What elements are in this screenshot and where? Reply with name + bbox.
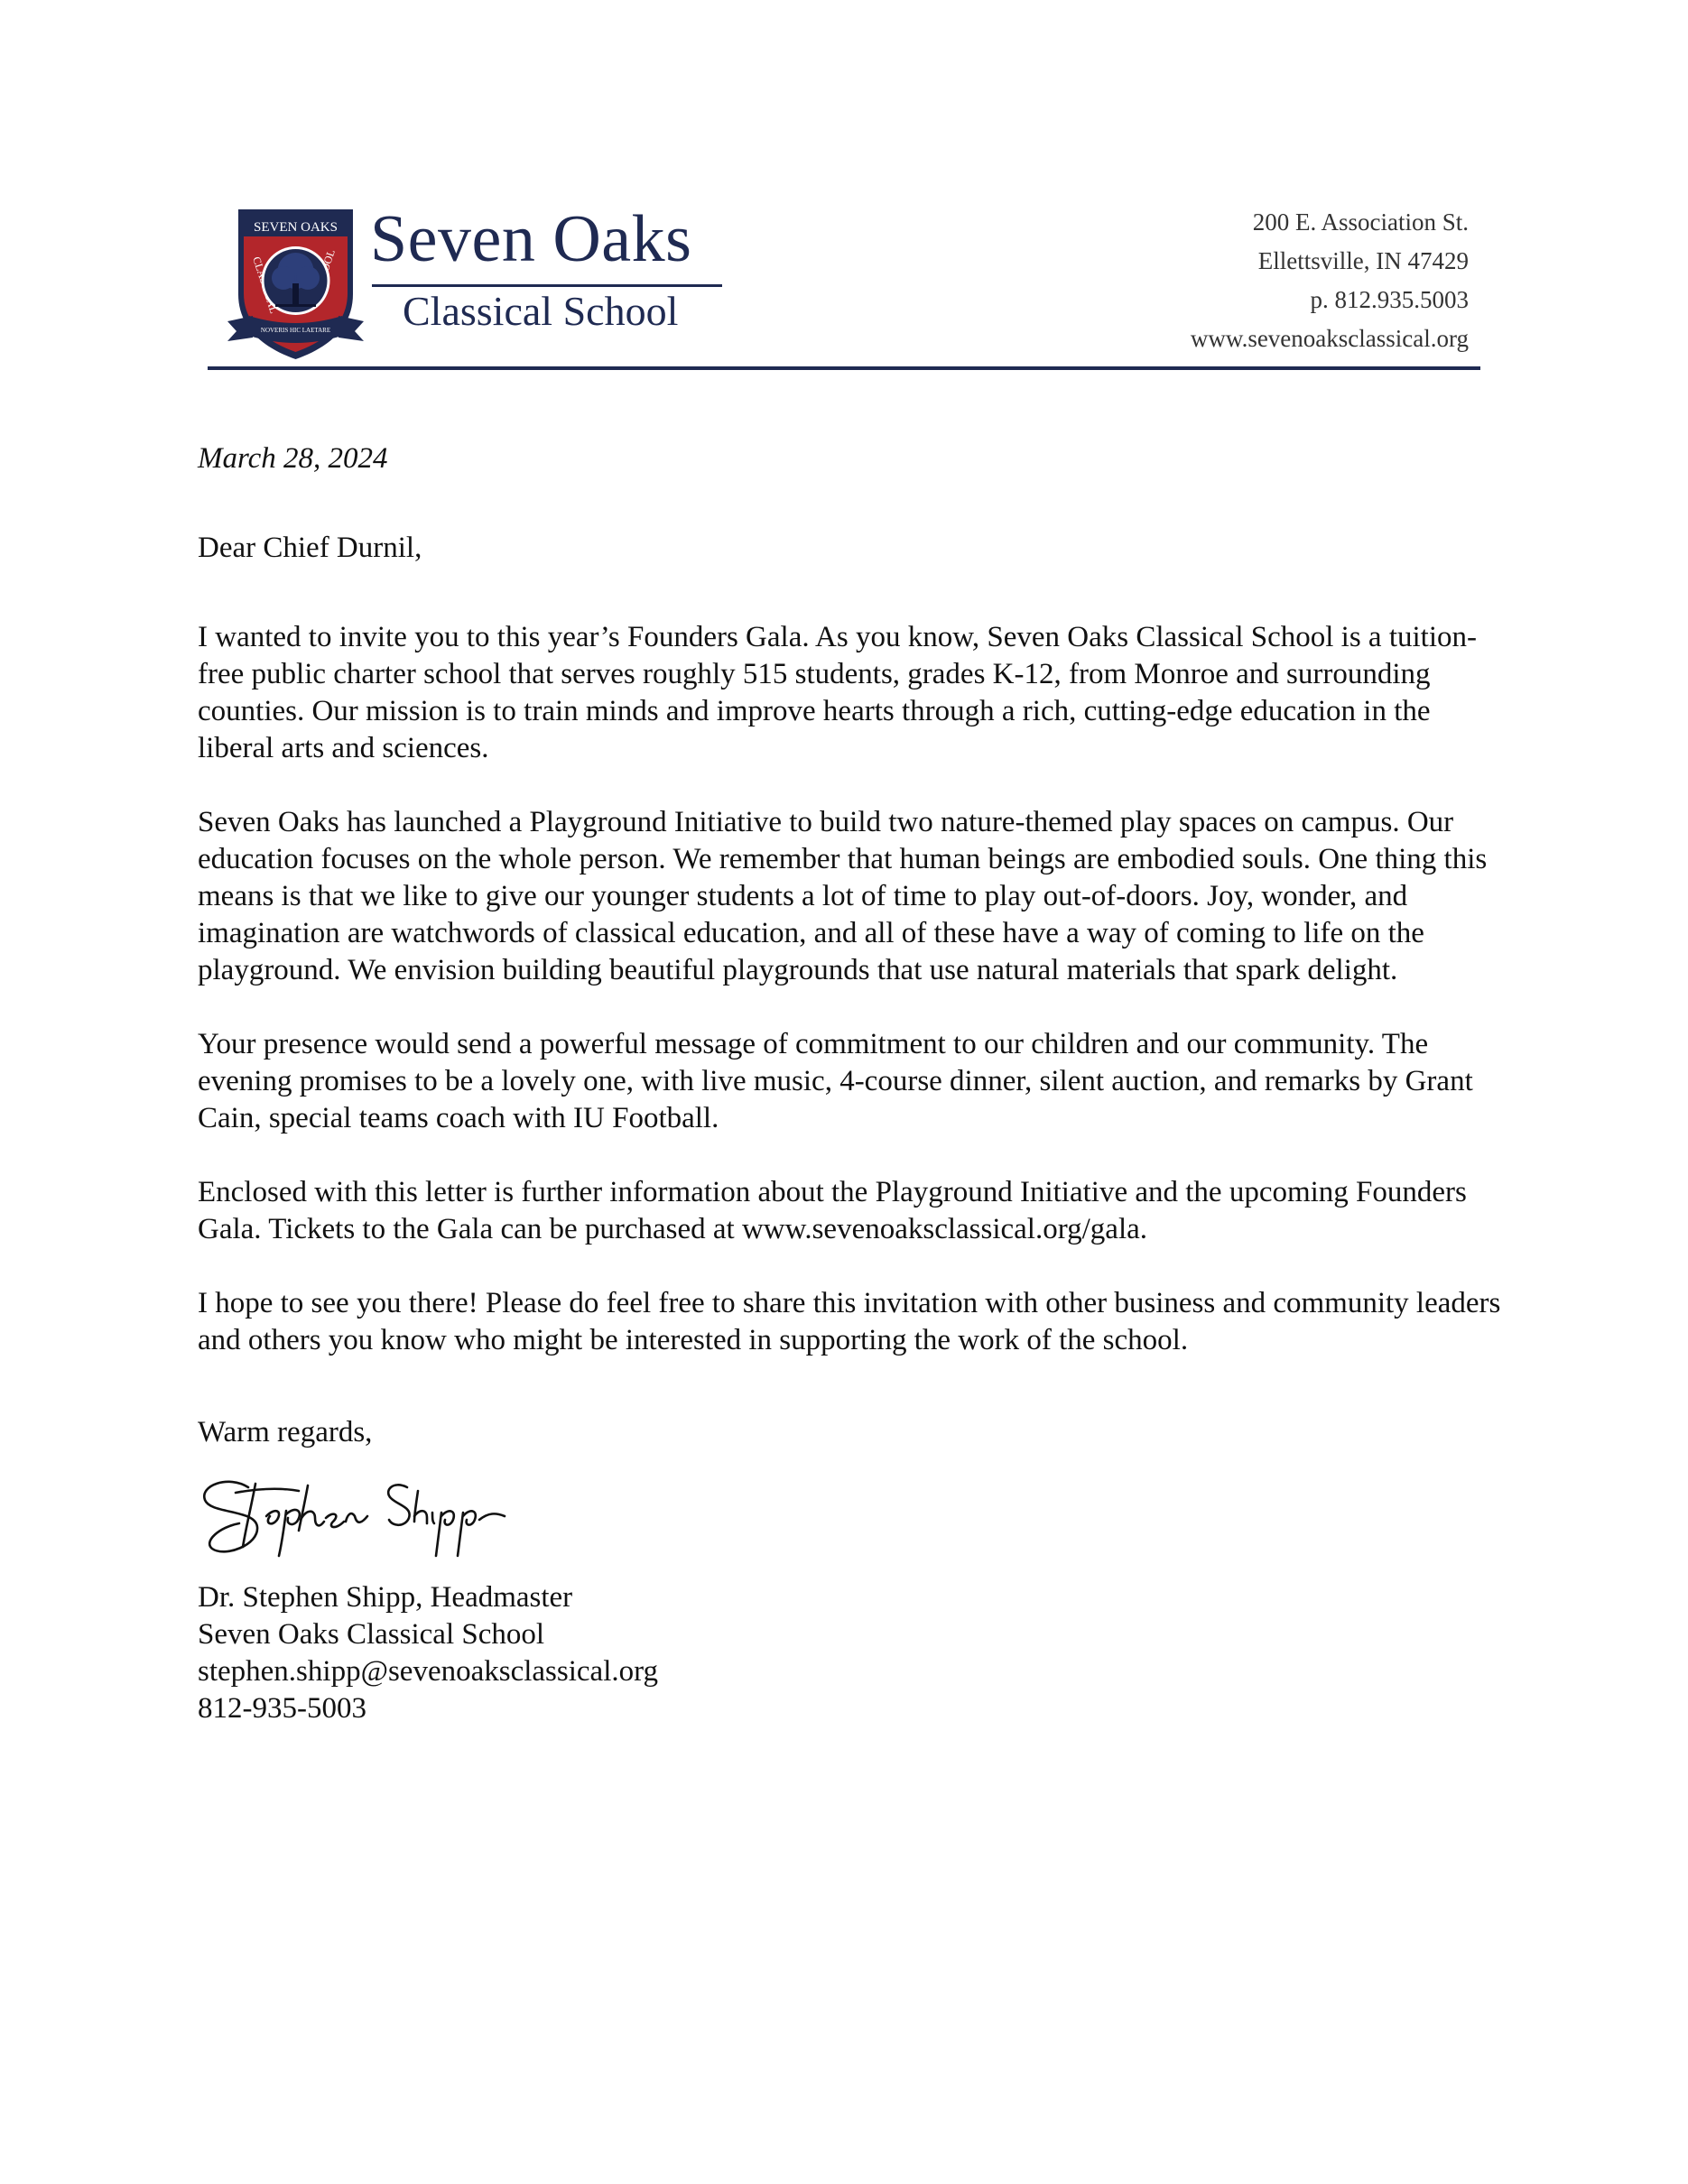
paragraph: I hope to see you there! Please do feel free to share this invitation with other business and community leaders and others you know who might be interested in supporting the work of the school. bbox=[198, 1287, 1501, 1356]
handwritten-signature bbox=[192, 1467, 535, 1567]
letter-date: March 28, 2024 bbox=[198, 442, 388, 475]
signer-email: stephen.shipp@sevenoaksclassical.org bbox=[198, 1655, 659, 1688]
name-divider bbox=[372, 284, 722, 287]
signer-phone: 812-935-5003 bbox=[198, 1692, 366, 1725]
signer-organization: Seven Oaks Classical School bbox=[198, 1618, 545, 1651]
letter-body bbox=[198, 440, 1502, 1727]
paragraph: Seven Oaks has launched a Playground Initiative to build two nature-themed play spaces on campus. Our education focuses on the whole person. We remember that human beings are embodied souls. One thing this means is that we like to give our younger students a lot of time to play out-of-doors. Joy, wonder, and imagination are watchwords of classical education, and all of these have a way of coming to life on the playground. We envision building beautiful playgrounds that use natural materials that spark delight. bbox=[198, 806, 1488, 986]
letterhead-divider bbox=[208, 366, 1480, 370]
signer-name-title: Dr. Stephen Shipp, Headmaster bbox=[198, 1581, 573, 1614]
paragraph: Enclosed with this letter is further information about the Playground Initiative and the upcoming Founders Gala. Tickets to the Gala can be purchased at www.sevenoaksclassical.org/gala. bbox=[198, 1176, 1467, 1245]
letterhead-address bbox=[1191, 203, 1469, 358]
closing: Warm regards, bbox=[198, 1416, 373, 1448]
school-crest-logo bbox=[226, 204, 366, 363]
school-subname: Classical School bbox=[403, 288, 679, 334]
salutation: Dear Chief Durnil, bbox=[198, 532, 422, 564]
address-street: 200 E. Association St. bbox=[1252, 208, 1469, 236]
svg-text:SEVEN OAKS: SEVEN OAKS bbox=[254, 220, 338, 235]
paragraph: I wanted to invite you to this year’s Founders Gala. As you know, Seven Oaks Classical School is a tuition-free public charter school that serves roughly 515 students, grades K-12, from Monroe and surrounding counties. Our mission is to train minds and improve hearts through a rich, cutting-edge education in the liberal arts and sciences. bbox=[198, 621, 1477, 764]
address-website: www.sevenoaksclassical.org bbox=[1190, 325, 1469, 352]
svg-text:NOVERIS HIC LAETARE: NOVERIS HIC LAETARE bbox=[260, 327, 331, 334]
school-name: Seven Oaks bbox=[370, 202, 692, 276]
paragraph: Your presence would send a powerful message of commitment to our children and our community. The evening promises to be a lovely one, with live music, 4-course dinner, silent auction, and remarks by Grant Cain, special teams coach with IU Football. bbox=[198, 1028, 1473, 1134]
address-phone: p. 812.935.5003 bbox=[1310, 286, 1469, 313]
address-city: Ellettsville, IN 47429 bbox=[1257, 247, 1469, 274]
